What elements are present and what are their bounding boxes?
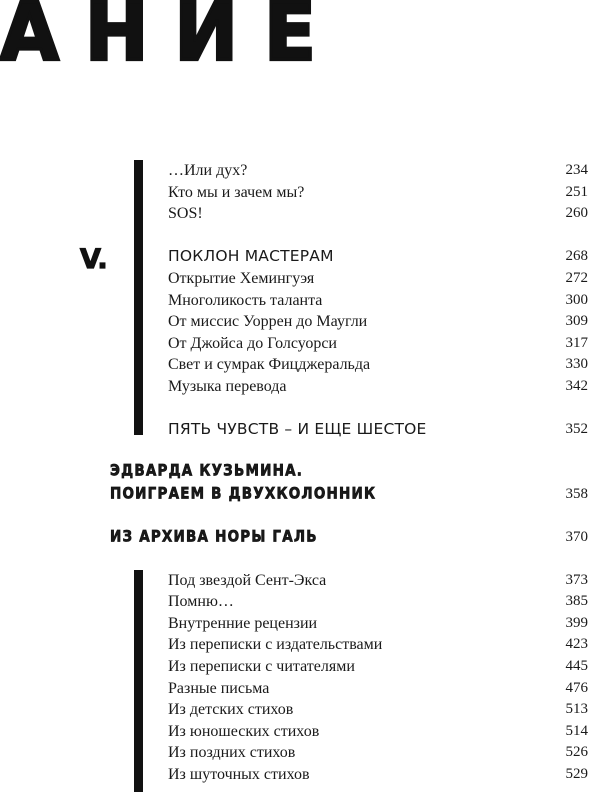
toc-entry[interactable]: [168, 742, 588, 763]
toc-entry-title: Из переписки с издательствами: [168, 636, 383, 653]
toc-entry-title: …Или дух?: [168, 162, 248, 179]
toc-entry[interactable]: [168, 354, 588, 375]
toc-entry-title: Помню…: [168, 593, 234, 610]
toc-entry[interactable]: [168, 613, 588, 634]
toc-entry[interactable]: [168, 721, 588, 742]
toc-entry[interactable]: [168, 678, 588, 699]
toc-entry-page: 300: [565, 292, 588, 308]
toc-entry-title: Музыка перевода: [168, 378, 287, 395]
block-heading-page: 358: [565, 486, 588, 502]
section-heading-page: 268: [565, 248, 588, 264]
toc-entry[interactable]: [168, 268, 588, 289]
toc-entry-title: SOS!: [168, 205, 203, 222]
toc-entry[interactable]: [168, 764, 588, 785]
toc-entry[interactable]: [168, 311, 588, 332]
toc-entry-page: 342: [565, 378, 588, 394]
section-heading-title: ПОКЛОН МАСТЕРАМ: [168, 247, 334, 265]
toc-entry-title: Из детских стихов: [168, 701, 294, 718]
part-numeral: V.: [80, 244, 108, 275]
toc-entry-title: Многоликость таланта: [168, 292, 323, 309]
toc-entry-page: 330: [565, 356, 588, 372]
toc-entry[interactable]: [168, 570, 588, 591]
toc-entry-page: 445: [565, 658, 588, 674]
toc-entry-page: 309: [565, 313, 588, 329]
toc-entry-page: 476: [565, 680, 588, 696]
toc-entry-title: Разные письма: [168, 680, 270, 697]
block-heading-title: ПОИГРАЕМ В ДВУХКОЛОННИК: [110, 484, 377, 504]
section-heading-five-senses[interactable]: [168, 418, 588, 440]
block-heading-title: ЭДВАРДА КУЗЬМИНА.: [110, 461, 304, 481]
toc-entry[interactable]: [168, 160, 588, 181]
toc-entry[interactable]: [168, 634, 588, 655]
block-heading-page: 370: [565, 529, 588, 545]
section-heading-page: 352: [565, 421, 588, 437]
toc-entry-page: 526: [565, 744, 588, 760]
toc-entry-page: 251: [565, 184, 588, 200]
toc-entry[interactable]: [168, 376, 588, 397]
toc-entry[interactable]: [168, 699, 588, 720]
section-bar-lower: [134, 570, 143, 792]
toc-entry[interactable]: [168, 656, 588, 677]
toc-entry-page: 272: [565, 270, 588, 286]
block-heading-title: ИЗ АРХИВА НОРЫ ГАЛЬ: [110, 527, 318, 547]
toc-entry-title: Из поздних стихов: [168, 744, 296, 761]
toc-entry-page: 373: [565, 572, 588, 588]
section-bar-upper: [134, 160, 143, 435]
toc-entry-page: 513: [565, 701, 588, 717]
toc-entry-title: Из шуточных стихов: [168, 766, 310, 783]
toc-entry-page: 317: [565, 335, 588, 351]
toc-entry-title: Из юношеских стихов: [168, 723, 320, 740]
toc-entry-title: Из переписки с читателями: [168, 658, 355, 675]
toc-entry[interactable]: [168, 182, 588, 203]
toc-entry-title: Внутренние рецензии: [168, 615, 318, 632]
toc-entry-title: Открытие Хемингуэя: [168, 270, 315, 287]
page-header-title: АНИЕ: [0, 0, 342, 79]
toc-entry-page: 399: [565, 615, 588, 631]
toc-entry-title: Свет и сумрак Фицджеральда: [168, 356, 371, 373]
toc-entry-title: Под звездой Сент-Экса: [168, 572, 327, 589]
toc-entry-page: 234: [565, 162, 588, 178]
toc-entry-title: От миссис Уоррен до Маугли: [168, 313, 368, 330]
toc-entry-page: 514: [565, 723, 588, 739]
block-heading-archive[interactable]: [110, 526, 588, 548]
toc-entry-title: От Джойса до Голсуорси: [168, 335, 337, 352]
block-heading-kuzmina-line1[interactable]: [110, 460, 588, 482]
toc-entry[interactable]: [168, 290, 588, 311]
toc-entry-page: 423: [565, 636, 588, 652]
toc-entry[interactable]: [168, 203, 588, 224]
section-heading-poklon[interactable]: [168, 245, 588, 267]
toc-entry-page: 385: [565, 593, 588, 609]
toc-entry-page: 529: [565, 766, 588, 782]
toc-entry-page: 260: [565, 205, 588, 221]
toc-entry[interactable]: [168, 591, 588, 612]
toc-entry-title: Кто мы и зачем мы?: [168, 184, 305, 201]
section-heading-title: ПЯТЬ ЧУВСТВ – И ЕЩЕ ШЕСТОЕ: [168, 420, 427, 438]
block-heading-kuzmina-line2[interactable]: [110, 483, 588, 505]
toc-entry[interactable]: [168, 333, 588, 354]
